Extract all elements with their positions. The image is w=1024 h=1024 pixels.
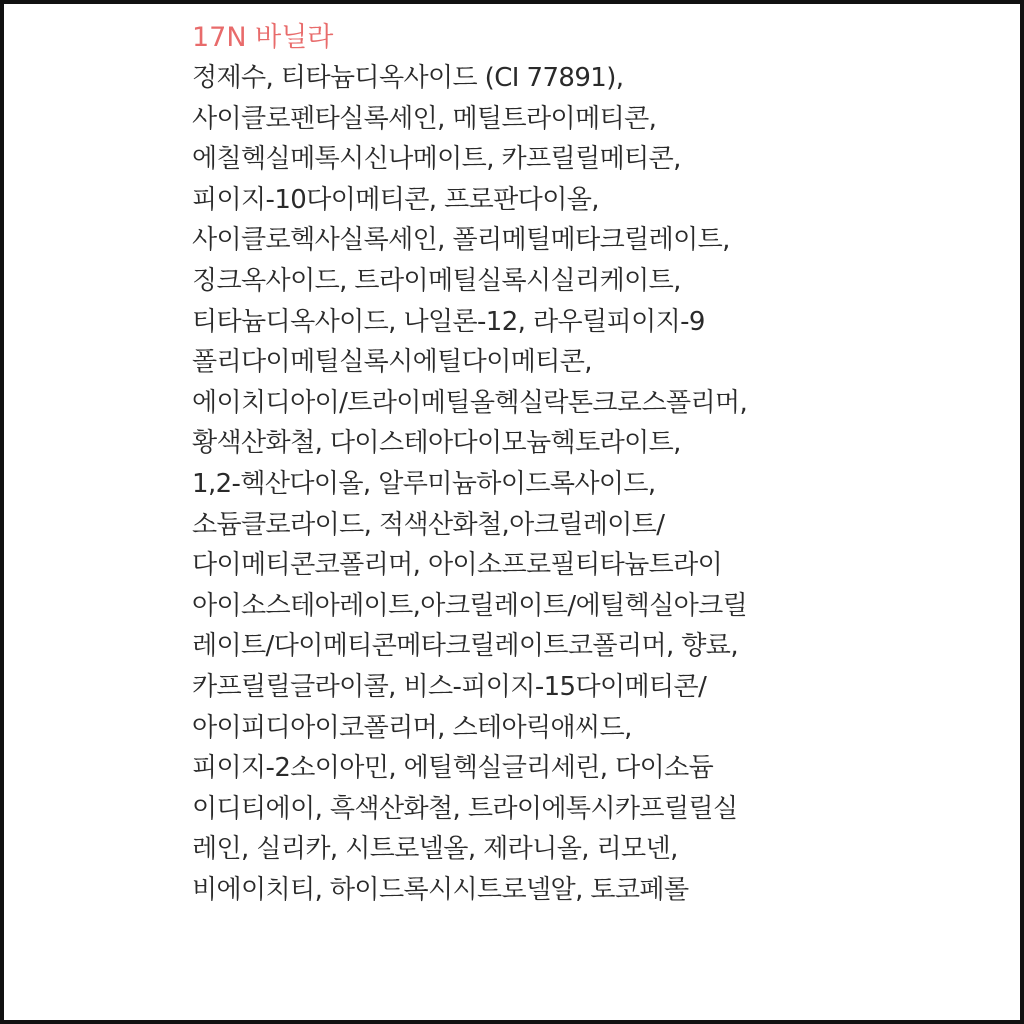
ingredient-line: 아이피디아이코폴리머, 스테아릭애씨드,	[192, 712, 632, 743]
ingredient-line: 카프릴릴글라이콜, 비스-피이지-15다이메티콘/	[192, 671, 707, 702]
ingredient-line: 소듐클로라이드, 적색산화철,아크릴레이트/	[192, 509, 665, 540]
ingredient-list	[192, 58, 992, 910]
ingredient-line: 에이치디아이/트라이메틸올헥실락톤크로스폴리머,	[192, 387, 748, 418]
shade-title: 17N 바닐라	[192, 22, 334, 53]
ingredient-line: 피이지-10다이메티콘, 프로판다이올,	[192, 184, 599, 215]
ingredient-line: 폴리다이메틸실록시에틸다이메티콘,	[192, 347, 592, 378]
ingredient-line: 에칠헥실메톡시신나메이트, 카프릴릴메티콘,	[192, 144, 681, 175]
ingredient-line: 사이클로헥사실록세인, 폴리메틸메타크릴레이트,	[192, 225, 730, 256]
ingredient-panel	[192, 18, 992, 910]
ingredient-line: 징크옥사이드, 트라이메틸실록시실리케이트,	[192, 265, 681, 296]
ingredient-line: 아이소스테아레이트,아크릴레이트/에틸헥실아크릴	[192, 590, 748, 621]
ingredient-line: 피이지-2소이아민, 에틸헥실글리세린, 다이소듐	[192, 753, 714, 784]
ingredient-line: 다이메티콘코폴리머, 아이소프로필티타늄트라이	[192, 550, 723, 581]
ingredient-line: 사이클로펜타실록세인, 메틸트라이메티콘,	[192, 103, 657, 134]
ingredient-line: 레인, 실리카, 시트로넬올, 제라니올, 리모넨,	[192, 834, 678, 865]
ingredient-line: 레이트/다이메티콘메타크릴레이트코폴리머, 향료,	[192, 631, 738, 662]
ingredient-line: 1,2-헥산다이올, 알루미늄하이드록사이드,	[192, 468, 656, 499]
ingredient-line: 황색산화철, 다이스테아다이모늄헥토라이트,	[192, 428, 681, 459]
ingredient-line: 비에이치티, 하이드록시시트로넬알, 토코페롤	[192, 874, 689, 905]
ingredient-line: 정제수, 티타늄디옥사이드 (CI 77891),	[192, 63, 624, 93]
ingredient-line: 티타늄디옥사이드, 나일론-12, 라우릴피이지-9	[192, 306, 705, 337]
ingredient-line: 이디티에이, 흑색산화철, 트라이에톡시카프릴릴실	[192, 793, 738, 824]
